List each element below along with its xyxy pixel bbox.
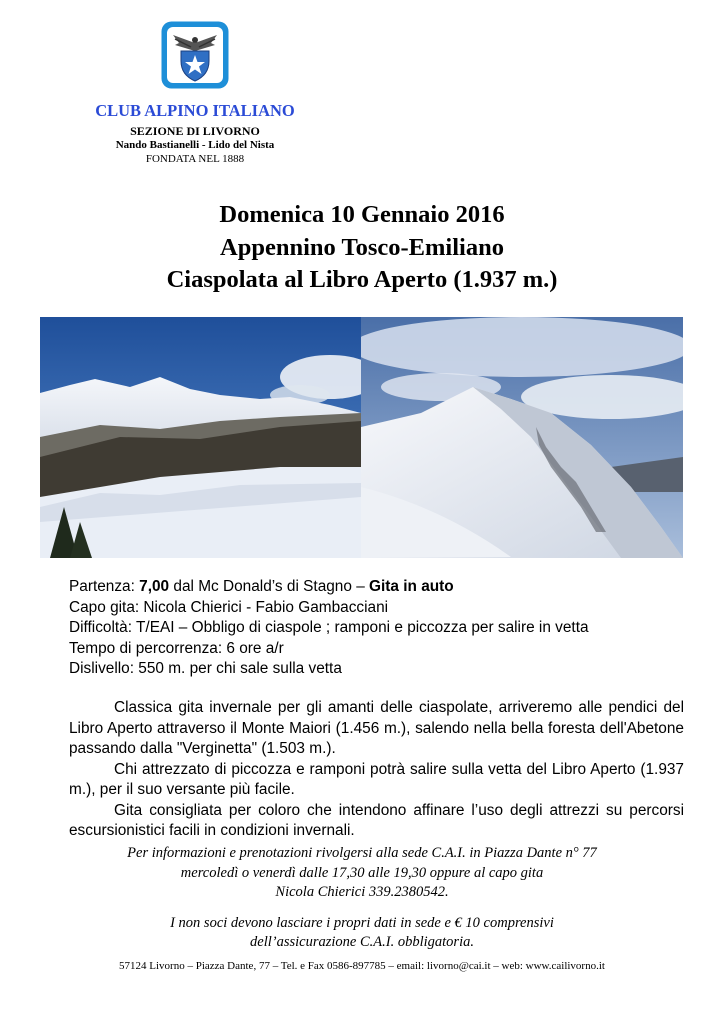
elevation-line: Dislivello: 550 m. per chi sale sulla vetta xyxy=(69,660,342,677)
event-name-title: Ciaspolata al Libro Aperto (1.937 m.) xyxy=(166,266,558,293)
description-paragraph: Chi attrezzato di piccozza e ramponi potrà salire sulla vetta del Libro Aperto (1.937 m.), per il suo versante più facile. xyxy=(69,760,684,798)
mountain-photo-left xyxy=(40,317,361,558)
duration-line: Tempo di percorrenza: 6 ore a/r xyxy=(69,640,284,657)
dedication-line: Nando Bastianelli - Lido del Nista xyxy=(115,139,275,151)
section-name: SEZIONE DI LIVORNO xyxy=(130,124,260,138)
footer-contacts: 57124 Livorno – Piazza Dante, 77 – Tel. e Fax 0586-897785 – email: livorno@cai.it – web: www.cailivorno.it xyxy=(119,960,605,972)
info-contact-line: Nicola Chierici 339.2380542. xyxy=(275,884,449,900)
event-date-title: Domenica 10 Gennaio 2016 xyxy=(219,201,505,228)
founded-line: FONDATA NEL 1888 xyxy=(145,153,245,165)
event-region-title: Appennino Tosco-Emiliano xyxy=(220,234,504,261)
departure-time: 7,00 xyxy=(139,578,170,595)
non-members-line: I non soci devono lasciare i propri dati in sede e € 10 comprensivi xyxy=(170,915,554,931)
departure-place: dal Mc Donald’s di Stagno – xyxy=(169,578,370,595)
difficulty-line: Difficoltà: T/EAI – Obbligo di ciaspole ; ramponi e piccozza per salire in vetta xyxy=(69,619,589,636)
trip-leaders-line: Capo gita: Nicola Chierici - Fabio Gambacciani xyxy=(69,599,389,616)
departure-label: Partenza: xyxy=(69,578,140,595)
cai-logo xyxy=(161,21,229,89)
info-line: mercoledì o venerdì dalle 17,30 alle 19,30 oppure al capo gita xyxy=(180,865,544,881)
non-members-line: dell’assicurazione C.A.I. obbligatoria. xyxy=(250,934,474,950)
description-paragraph: Classica gita invernale per gli amanti delle ciaspolate, arriveremo alle pendici del Libro Aperto attraverso il Monte Maiori (1.456 m.), salendo nella bella foresta dell'Abetone passando dalla "Verginetta" (1.503 m.). xyxy=(69,699,684,757)
departure-line xyxy=(69,578,454,596)
description-paragraph: Gita consigliata per coloro che intendono affinare l’uso degli attrezzi su percorsi escursionistici facili in condizioni invernali. xyxy=(69,801,684,839)
description-text xyxy=(69,698,684,842)
club-name: CLUB ALPINO ITALIANO xyxy=(95,101,295,120)
info-line: Per informazioni e prenotazioni rivolgersi alla sede C.A.I. in Piazza Dante n° 77 xyxy=(127,845,597,861)
mountain-photo-right xyxy=(361,317,683,558)
departure-mode: Gita in auto xyxy=(369,578,454,595)
